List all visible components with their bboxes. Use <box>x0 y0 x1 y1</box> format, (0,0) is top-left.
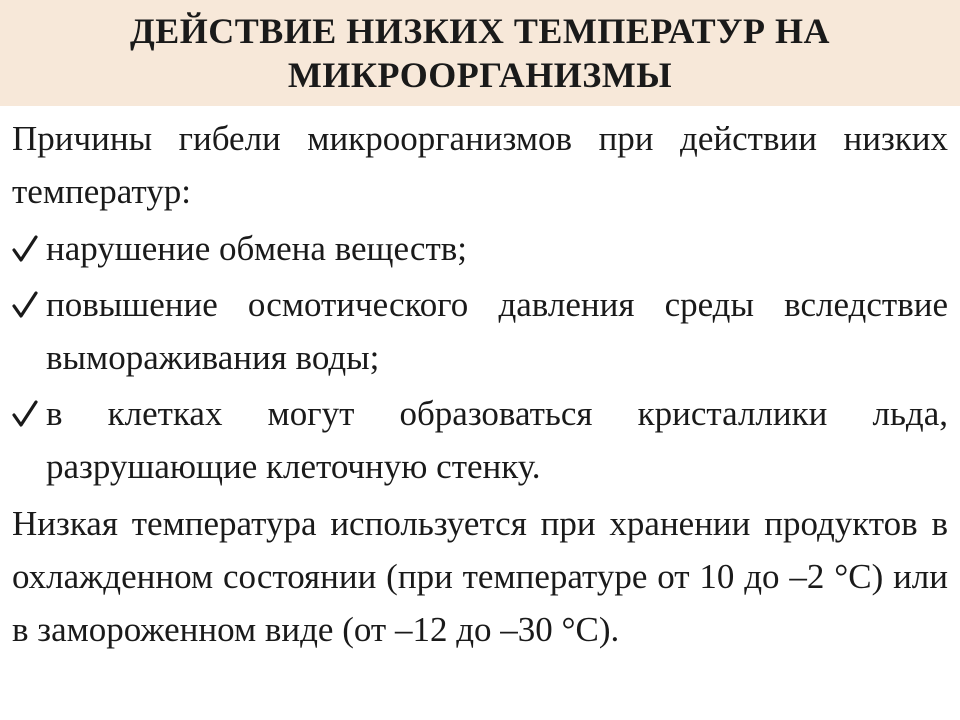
list-item <box>12 278 948 384</box>
checkmark-icon <box>12 222 46 275</box>
slide-title-line-2: МИКРООРГАНИЗМЫ <box>287 55 673 95</box>
title-bar <box>0 0 960 106</box>
list-item-text: нарушение обмена веществ; <box>46 229 467 268</box>
list-item <box>12 222 948 275</box>
reasons-list <box>12 222 948 493</box>
checkmark-icon <box>12 387 46 440</box>
slide-title <box>130 9 830 97</box>
checkmark-icon <box>12 278 46 331</box>
slide-title-line-1: ДЕЙСТВИЕ НИЗКИХ ТЕМПЕРАТУР НА <box>129 11 831 51</box>
slide-body <box>12 112 948 656</box>
list-item-text: повышение осмотического давления среды вследствие вымораживания воды; <box>46 285 948 377</box>
intro-paragraph: Причины гибели микроорганизмов при действии низких температур: <box>12 119 948 211</box>
list-item <box>12 387 948 493</box>
storage-paragraph: Низкая температура используется при хранении продуктов в охлажденном состоянии (при температуре от 10 до –2 °С) или в замороженном виде (от –12 до –30 °С). <box>12 504 948 649</box>
list-item-text: в клетках могут образоваться кристаллики льда, разрушающие клеточную стенку. <box>46 394 948 486</box>
